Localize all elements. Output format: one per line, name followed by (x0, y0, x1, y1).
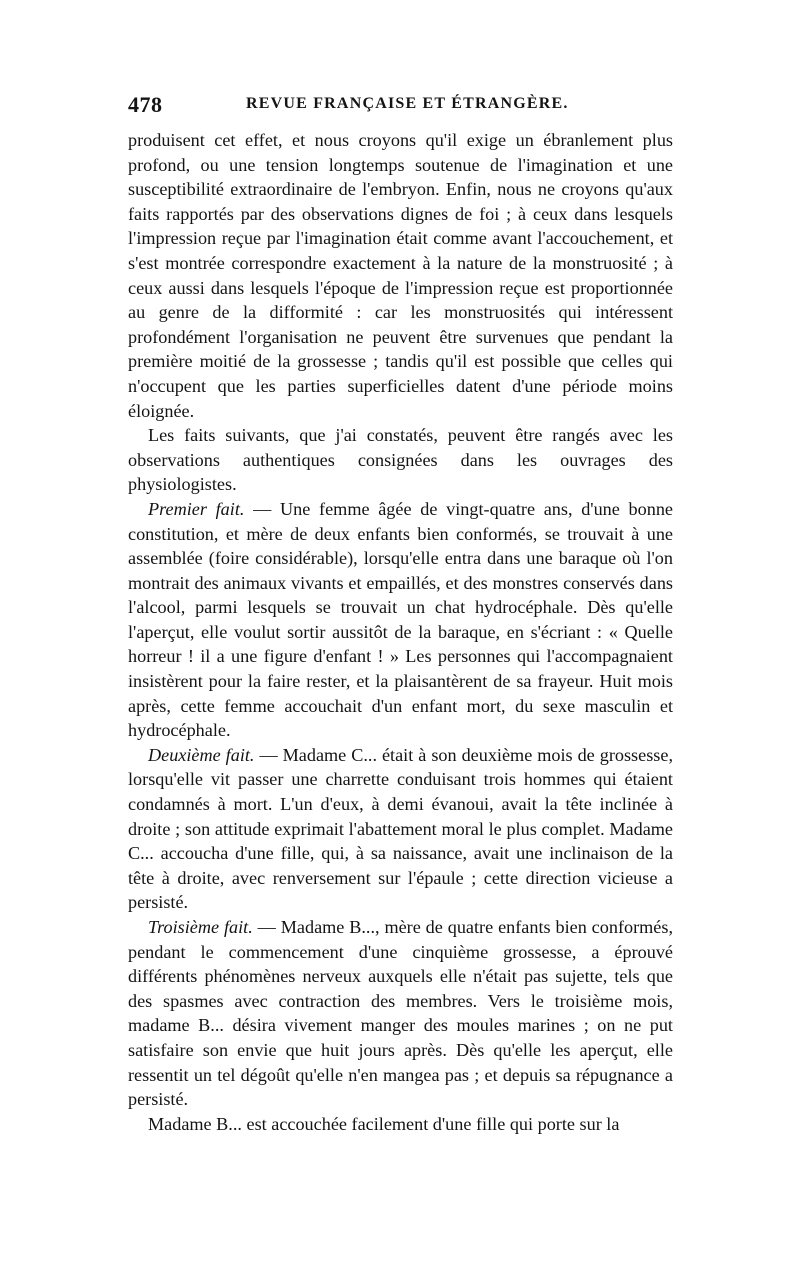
paragraph-text: — Une femme âgée de vingt-quatre ans, d'une bonne constitution, et mère de deux enfants bien conformés, se trouvait à une assemblée (foire considérable), lorsqu'elle entra dans une baraque où l'on montrait des animaux vivants et empaillés, et des monstres conservés dans l'alcool, parmi lesquels se trouvait un chat hydrocéphale. Dès qu'elle l'aperçut, elle voulut sortir aussitôt de la baraque, en s'écriant : « Quelle horreur ! il a une figure d'enfant ! » Les personnes qui l'accompagnaient insistèrent pour la faire rester, et la plaisantèrent de sa frayeur. Huit mois après, cette femme accouchait d'un enfant mort, du sexe masculin et hydrocéphale. (128, 498, 673, 741)
fact-title: Troisième fait. (148, 917, 253, 937)
paragraph-text: produisent cet effet, et nous croyons qu'il exige un ébranlement plus profond, ou une tension longtemps soutenue de l'imagination et une susceptibilité extraordinaire de l'embryon. Enfin, nous ne croyons qu'aux faits rapportés par des observations dignes de foi ; à ceux dans lesquels l'impression reçue par l'imagination était comme avant l'accouchement, et s'est montrée correspondre exactement à la nature de la monstruosité ; à ceux aussi dans lesquels l'époque de l'impression reçue est proportionnée au genre de la difformité : car les monstruosités qui intéressent profondément l'organisation ne peuvent être survenues que pendant la première moitié de la grossesse ; tandis qu'il est possible que celles qui n'occupent que les parties superficielles datent d'une période moins éloignée. (128, 130, 673, 421)
paragraph-text: — Madame C... était à son deuxième mois de grossesse, lorsqu'elle vit passer une charrette conduisant trois hommes qui étaient condamnés à mort. L'un d'eux, à demi évanoui, avait la tête inclinée à droite ; son attitude exprimait l'abattement moral le plus complet. Madame C... accoucha d'une fille, qui, à sa naissance, avait une inclinaison de la tête à droite, avec renversement sur l'épaule ; cette direction vicieuse a persisté. (128, 744, 673, 913)
paragraph-final (128, 1112, 673, 1137)
fact-title: Deuxième fait. (148, 744, 255, 765)
paragraph-third-fact (128, 915, 673, 1112)
paragraph-continuation (128, 128, 673, 423)
paragraph-intro (128, 423, 673, 497)
body-text (128, 128, 673, 1136)
paragraph-first-fact (128, 497, 673, 743)
paragraph-text: Madame B... est accouchée facilement d'une fille qui porte sur la (148, 1113, 620, 1134)
running-title: REVUE FRANÇAISE ET ÉTRANGÈRE. (246, 95, 569, 112)
page-number: 478 (128, 92, 163, 117)
page-header (128, 92, 673, 122)
fact-title: Premier fait. (148, 498, 245, 519)
paragraph-text: — Madame B..., mère de quatre enfants bien conformés, pendant le commencement d'une cinquième grossesse, a éprouvé différents phénomènes nerveux auxquels elle n'était pas sujette, tels que des spasmes avec contraction des membres. Vers le troisième mois, madame B... désira vivement manger des moules marines ; on ne put satisfaire son envie que huit jours après. Dès qu'elle les aperçut, elle ressentit un tel dégoût qu'elle n'en mangea pas ; et depuis sa répugnance a persisté. (128, 917, 673, 1110)
paragraph-second-fact (128, 743, 673, 915)
paragraph-text: Les faits suivants, que j'ai constatés, peuvent être rangés avec les observations authentiques consignées dans les ouvrages des physiologistes. (128, 425, 673, 495)
